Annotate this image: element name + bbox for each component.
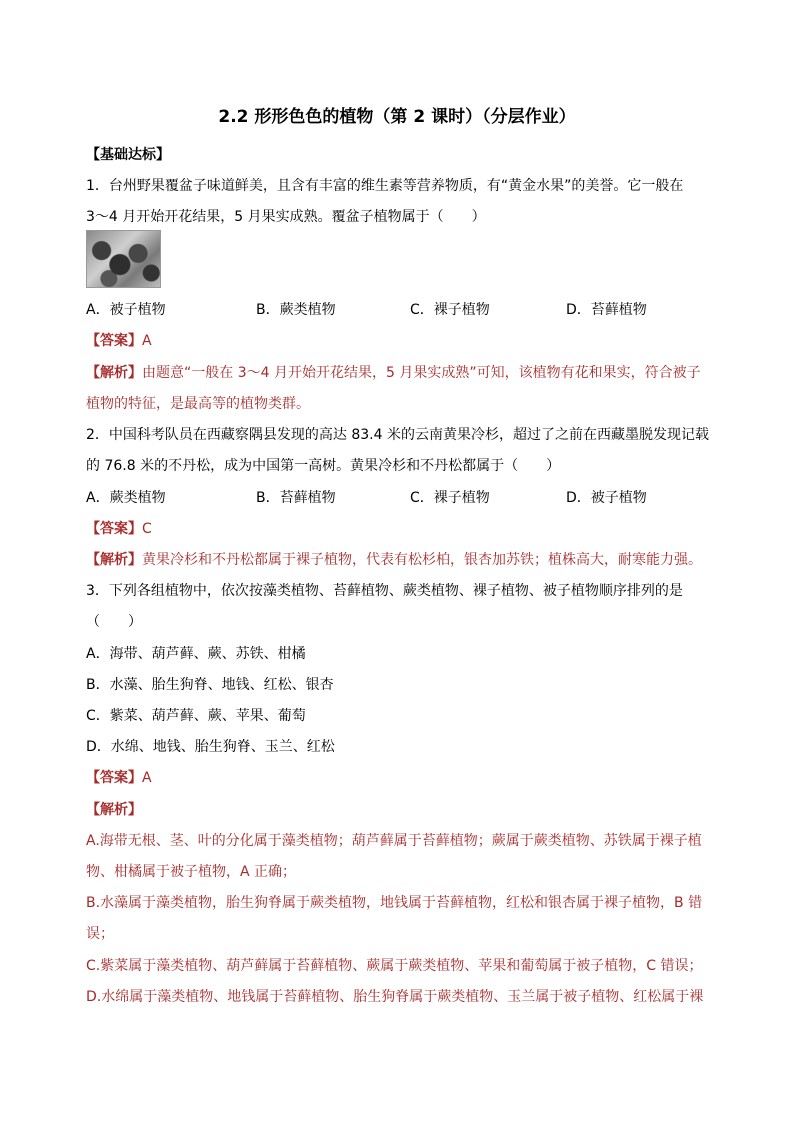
- answer-label: 【答案】: [86, 521, 142, 537]
- q1-option-d: D．苔藓植物: [566, 302, 647, 318]
- q2-option-b: B．苔藓植物: [256, 490, 336, 506]
- section-heading: 【基础达标】: [86, 147, 170, 163]
- q3-explanation-line: 误；: [86, 926, 114, 942]
- q3-explanation-line: 物、柑橘属于被子植物，A 正确；: [86, 864, 297, 880]
- q2-option-c: C．裸子植物: [410, 490, 490, 506]
- q3-explanation-line: B.水藻属于藻类植物，胎生狗脊属于蕨类植物，地钱属于苔藓植物，红松和银杏属于裸子植物，B 错: [86, 895, 703, 911]
- q3-option-d: D．水绵、地钱、胎生狗脊、玉兰、红松: [86, 739, 335, 755]
- q2-stem-line2: 的 76.8 米的不丹松，成为中国第一高树。黄果冷杉和不丹松都属于（ ）: [86, 458, 561, 474]
- q1-stem-line2: 3～4 月开始开花结果，5 月果实成熟。覆盆子植物属于（ ）: [86, 209, 486, 225]
- q2-option-d: D．被子植物: [566, 490, 647, 506]
- q1-explanation-line1: [86, 363, 701, 383]
- q3-explanation-line: C.紫菜属于藻类植物、葫芦藓属于苔藓植物、蕨属于蕨类植物、苹果和葡萄属于被子植物，C 错误；: [86, 958, 703, 974]
- answer-label: 【答案】: [86, 770, 142, 786]
- q3-answer: [86, 768, 152, 788]
- q2-stem-line1: 2．中国科考队员在西藏察隅县发现的高达 83.4 米的云南黄果冷杉，超过了之前在西藏墨脱发现记载: [86, 427, 709, 443]
- q2-explanation-line1: [86, 550, 702, 570]
- q3-stem-line1: 3．下列各组植物中，依次按藻类植物、苔藓植物、蕨类植物、裸子植物、被子植物顺序排列的是: [86, 583, 683, 599]
- answer-label: 【答案】: [86, 333, 142, 349]
- q3-stem-line2: （ ）: [86, 614, 142, 630]
- answer-value: A: [142, 333, 152, 349]
- q1-option-c: C．裸子植物: [410, 302, 490, 318]
- q3-option-a: A．海带、葫芦藓、蕨、苏铁、柑橘: [86, 646, 306, 662]
- q3-option-b: B．水藻、胎生狗脊、地钱、红松、银杏: [86, 677, 334, 693]
- q3-explanation-label: 【解析】: [86, 802, 142, 818]
- explanation-text: 由题意“一般在 3～4 月开始开花结果，5 月果实成熟”可知，该植物有花和果实，符合被子: [142, 365, 701, 381]
- q3-option-c: C．紫菜、葫芦藓、蕨、苹果、葡萄: [86, 708, 306, 724]
- explanation-label: 【解析】: [86, 365, 142, 381]
- q1-answer: [86, 331, 152, 351]
- q1-option-a: A．被子植物: [86, 302, 166, 318]
- explanation-text: 黄果冷杉和不丹松都属于裸子植物，代表有松杉柏，银杏加苏铁；植株高大，耐寒能力强。: [142, 552, 702, 568]
- answer-value: A: [142, 770, 152, 786]
- q3-explanation-line: A.海带无根、茎、叶的分化属于藻类植物；葫芦藓属于苔藓植物；蕨属于蕨类植物、苏铁属于裸子植: [86, 833, 702, 849]
- answer-value: C: [142, 521, 152, 537]
- raspberry-photo: [86, 230, 161, 288]
- q1-stem-line1: 1．台州野果覆盆子味道鲜美，且含有丰富的维生素等营养物质，有“黄金水果”的美誉。它一般在: [86, 178, 684, 194]
- q1-option-b: B．蕨类植物: [256, 302, 336, 318]
- q2-option-a: A．蕨类植物: [86, 490, 166, 506]
- q1-explanation-line2: 植物的特征，是最高等的植物类群。: [86, 396, 310, 412]
- q2-answer: [86, 519, 152, 539]
- q3-explanation-line: D.水绵属于藻类植物、地钱属于苔藓植物、胎生狗脊属于蕨类植物、玉兰属于被子植物、红松属于裸: [86, 989, 704, 1005]
- explanation-label: 【解析】: [86, 552, 142, 568]
- page-title: 2.2 形形色色的植物（第 2 课时）（分层作业）: [218, 107, 576, 127]
